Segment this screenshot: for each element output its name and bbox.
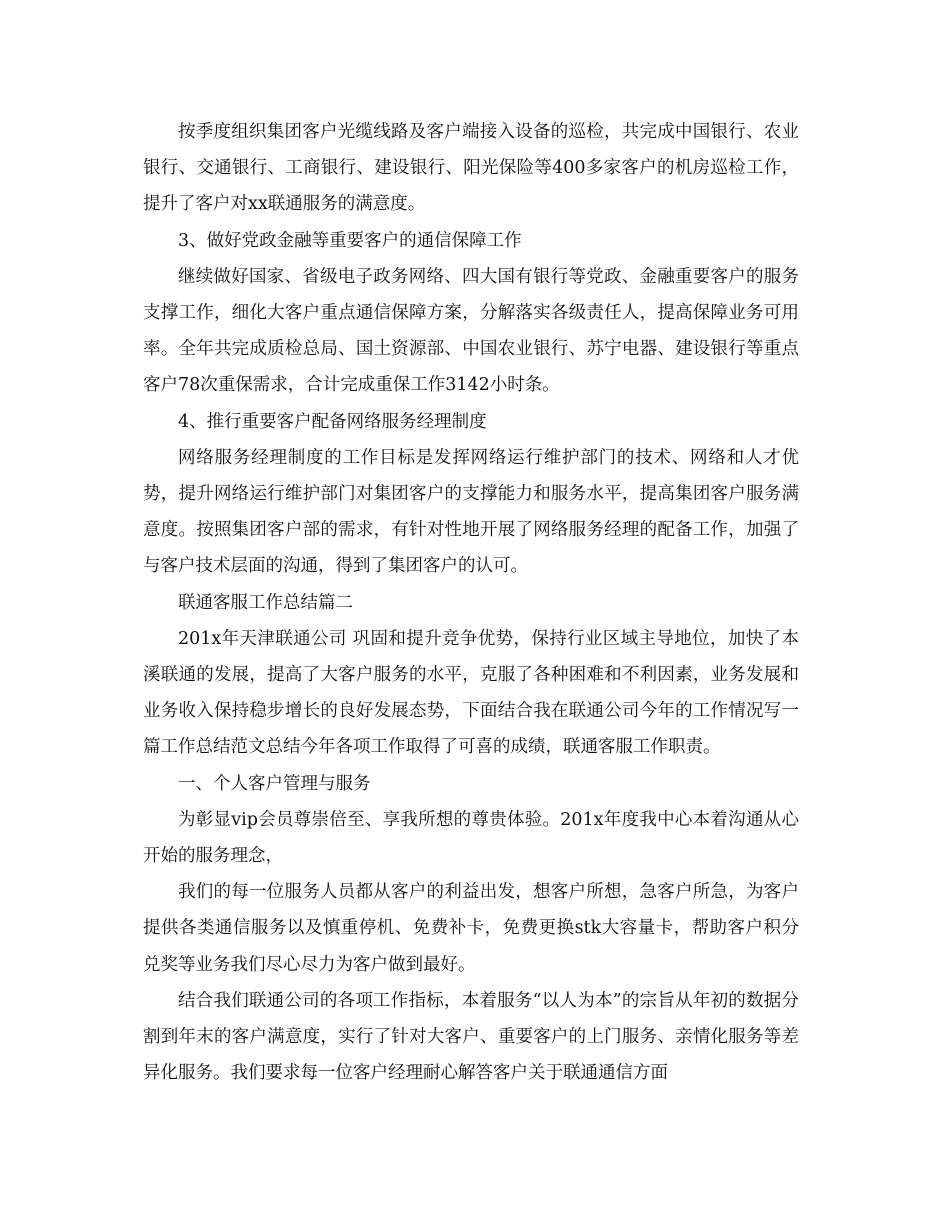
paragraph-government-finance: 继续做好国家、省级电子政务网络、四大国有银行等党政、金融重要客户的服务支撑工作，细化大客户重点通信保障方案，分解落实各级责任人，提高保障业务可用率。全年共完成质检总局、国土资源部、中国农业银行、苏宁电器、建设银行等重点客户78次重保需求，合计完成重保工作3142小时条。 (143, 266, 799, 396)
paragraph-service-staff: 我们的每一位服务人员都从客户的利益出发，想客户所想，急客户所急，为客户提供各类通信服务以及慎重停机、免费补卡，免费更换stk大容量卡，帮助客户积分兑奖等业务我们尽心尽力为客户做到最好。 (143, 882, 799, 975)
section-title-part-two: 联通客服工作总结篇二 (178, 592, 353, 613)
paragraph-work-indicators: 结合我们联通公司的各项工作指标，本着服务“以人为本”的宗旨从年初的数据分割到年末的客户满意度，实行了针对大客户、重要客户的上门服务、亲情化服务等差异化服务。我们要求每一位客户经理耐心解答客户关于联通通信方面 (143, 990, 799, 1084)
paragraph-network-manager: 网络服务经理制度的工作目标是发挥网络运行维护部门的技术、网络和人才优势，提升网络运行维护部门对集团客户的支撑能力和服务水平，提高集团客户服务满意度。按照集团客户部的需求，有针对性地开展了网络服务经理的配备工作，加强了与客户技术层面的沟通，得到了集团客户的认可。 (143, 447, 799, 577)
heading-item-4: 4、推行重要客户配备网络服务经理制度 (178, 411, 487, 432)
paragraph-vip-experience: 为彰显vip会员尊崇倍至、享我所想的尊贵体验。201x年度我中心本着沟通从心开始的服务理念， (143, 809, 799, 867)
heading-item-3: 3、做好党政金融等重要客户的通信保障工作 (178, 230, 522, 251)
paragraph-inspection: 按季度组织集团客户光缆线路及客户端接入设备的巡检，共完成中国银行、农业银行、交通银行、工商银行、建设银行、阳光保险等400多家客户的机房巡检工作，提升了客户对xx联通服务的满意度。 (143, 122, 799, 215)
heading-personal-customers: 一、个人客户管理与服务 (178, 773, 371, 794)
paragraph-tianjin-overview: 201x年天津联通公司 巩固和提升竞争优势，保持行业区域主导地位，加快了本溪联通的发展，提高了大客户服务的水平，克服了各种困难和不利因素，业务发展和业务收入保持稳步增长的良好发展态势，下面结合我在联通公司今年的工作情况写一篇工作总结范文总结今年各项工作取得了可喜的成绩，联通客服工作职责。 (143, 628, 799, 758)
document-body (143, 114, 799, 1091)
